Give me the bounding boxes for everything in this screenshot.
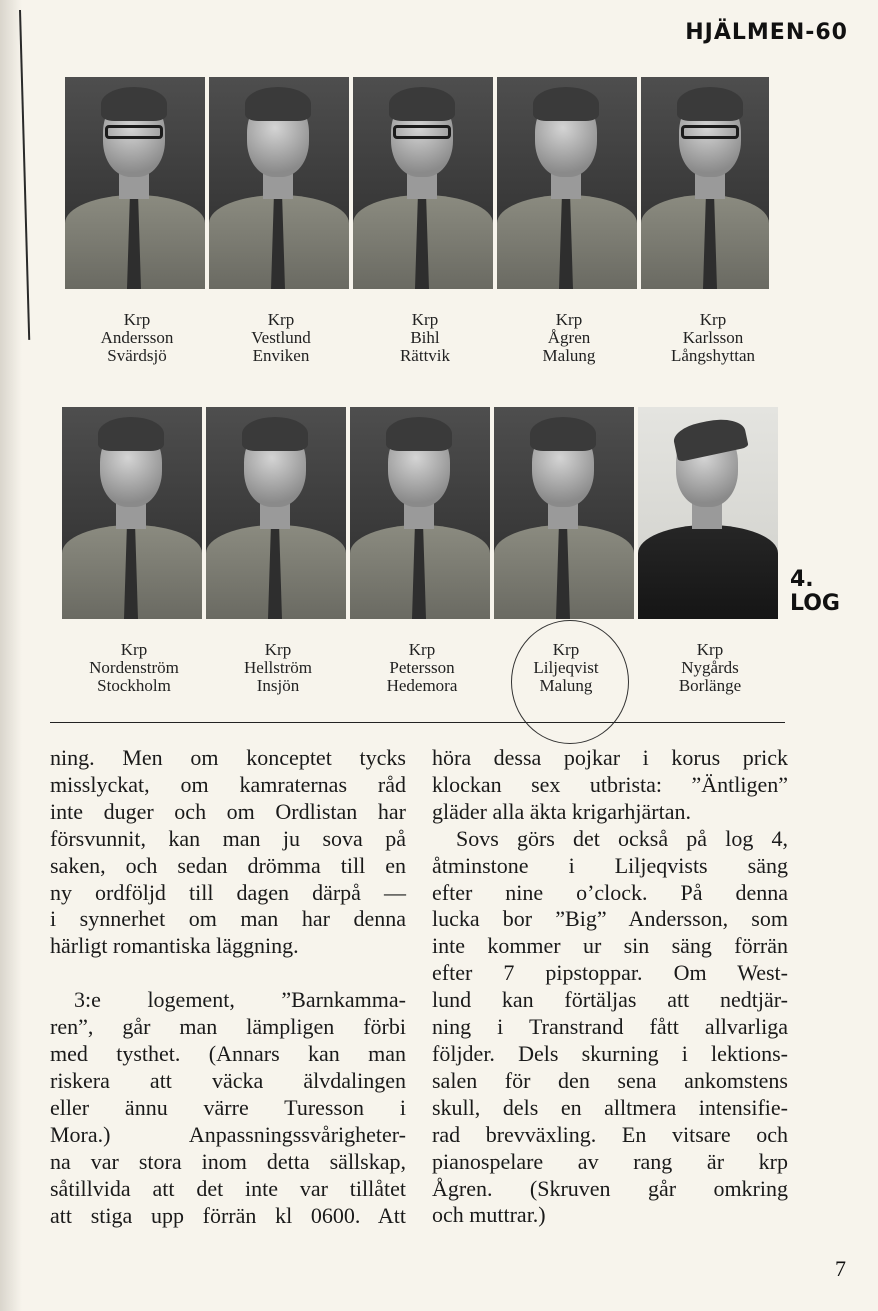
caption-name: Nygårds bbox=[681, 658, 739, 677]
text-line: att stiga upp förrän kl 0600. Att bbox=[50, 1202, 406, 1228]
photo-caption bbox=[497, 311, 641, 365]
portrait-photo bbox=[353, 77, 493, 289]
text-line: i synnerhet om man har denna bbox=[50, 906, 406, 932]
text-line: salen för den sena ankomstens bbox=[432, 1067, 788, 1093]
text-line: na var stora inom detta sällskap, bbox=[50, 1148, 406, 1174]
text-line: härligt romantiska läggning. bbox=[50, 933, 299, 959]
text-line: riskera att väcka älvdalingen bbox=[50, 1067, 406, 1093]
photo-caption bbox=[62, 641, 206, 695]
portrait-photo bbox=[209, 77, 349, 289]
portrait-photo bbox=[638, 407, 778, 619]
text-line: efter 7 pipstoppar. Om West- bbox=[432, 960, 788, 986]
portrait-photo bbox=[206, 407, 346, 619]
photo-caption bbox=[209, 311, 353, 365]
photo-caption bbox=[350, 641, 494, 695]
caption-place: Långshyttan bbox=[670, 346, 756, 365]
caption-rank: Krp bbox=[555, 310, 583, 329]
caption-rank: Krp bbox=[267, 310, 295, 329]
caption-name: Liljeqvist bbox=[533, 658, 599, 677]
text-line: lucka bor ”Big” Andersson, som bbox=[432, 906, 788, 932]
photo-caption bbox=[641, 311, 785, 365]
log-label bbox=[790, 568, 840, 616]
caption-rank: Krp bbox=[699, 310, 727, 329]
portrait-photo bbox=[350, 407, 490, 619]
text-line: Mora.) Anpassningssvårigheter- bbox=[50, 1121, 406, 1147]
text-line: Sovs görs det också på log 4, bbox=[456, 825, 788, 851]
text-line: såtillvida att det inte var tillåtet bbox=[50, 1175, 406, 1201]
photo-caption bbox=[206, 641, 350, 695]
log-text: LOG bbox=[790, 591, 840, 616]
caption-name: Bihl bbox=[410, 328, 440, 347]
text-line: ren”, går man lämpligen förbi bbox=[50, 1014, 406, 1040]
caption-place: Malung bbox=[542, 346, 596, 365]
text-line: Ågren. (Skruven går omkring bbox=[432, 1175, 788, 1201]
caption-name: Petersson bbox=[389, 658, 455, 677]
text-line: inte duger och om Ordlistan har bbox=[50, 798, 406, 824]
text-line: pianospelare av rang är krp bbox=[432, 1148, 788, 1174]
divider-rule bbox=[50, 722, 785, 723]
text-line: klockan sex utbrista: ”Äntligen” bbox=[432, 771, 788, 797]
text-line: lund kan förtäljas att nedtjär- bbox=[432, 987, 788, 1013]
text-column-right bbox=[432, 745, 788, 1229]
text-line: 3:e logement, ”Barnkamma- bbox=[74, 987, 406, 1013]
portrait-photo bbox=[65, 77, 205, 289]
text-line: med tysthet. (Annars kan man bbox=[50, 1041, 406, 1067]
caption-place: Borlänge bbox=[678, 676, 742, 695]
caption-place: Enviken bbox=[252, 346, 310, 365]
caption-rank: Krp bbox=[696, 640, 724, 659]
portrait-photo bbox=[62, 407, 202, 619]
caption-row-1 bbox=[65, 311, 785, 365]
portrait-photo bbox=[641, 77, 769, 289]
text-column-left bbox=[50, 745, 406, 1229]
caption-rank: Krp bbox=[123, 310, 151, 329]
page-edge-shadow bbox=[0, 0, 22, 1311]
text-line: följder. Dels skurning i lektions- bbox=[432, 1040, 788, 1066]
caption-place: Malung bbox=[539, 676, 593, 695]
caption-place: Svärdsjö bbox=[107, 346, 167, 365]
portrait-photo bbox=[497, 77, 637, 289]
text-line: efter nine o’clock. På denna bbox=[432, 879, 788, 905]
caption-place: Insjön bbox=[256, 676, 300, 695]
photo-caption bbox=[353, 311, 497, 365]
text-line: rad brevväxling. En vitsare och bbox=[432, 1121, 788, 1147]
photo-row-2 bbox=[62, 407, 782, 619]
portrait-photo bbox=[494, 407, 634, 619]
caption-rank: Krp bbox=[411, 310, 439, 329]
caption-name: Hellström bbox=[244, 658, 312, 677]
caption-name: Karlsson bbox=[682, 328, 744, 347]
caption-name: Vestlund bbox=[251, 328, 311, 347]
caption-name: Ågren bbox=[547, 328, 591, 347]
caption-rank: Krp bbox=[120, 640, 148, 659]
text-line: misslyckat, om kamraternas råd bbox=[50, 771, 406, 797]
page-number: 7 bbox=[835, 1256, 846, 1281]
text-line: eller ännu värre Turesson i bbox=[50, 1094, 406, 1120]
text-line: ning i Transtrand fått allvarliga bbox=[432, 1014, 788, 1040]
text-line: höra dessa pojkar i korus prick bbox=[432, 745, 788, 770]
text-line: försvunnit, kan man ju sova på bbox=[50, 825, 406, 851]
text-line: gläder alla äkta krigarhjärtan. bbox=[432, 798, 691, 824]
text-line: åtminstone i Liljeqvists säng bbox=[432, 852, 788, 878]
text-line: skull, dels en alltmera intensifie- bbox=[432, 1094, 788, 1120]
caption-name: Nordenström bbox=[89, 658, 179, 677]
caption-rank: Krp bbox=[264, 640, 292, 659]
caption-place: Stockholm bbox=[97, 676, 171, 695]
text-line: ning. Men om konceptet tycks bbox=[50, 745, 406, 770]
caption-place: Rättvik bbox=[399, 346, 451, 365]
photo-caption bbox=[638, 641, 782, 695]
photo-caption bbox=[65, 311, 209, 365]
caption-name: Andersson bbox=[100, 328, 174, 347]
magazine-title: HJÄLMEN-60 bbox=[685, 20, 848, 45]
text-line: saken, och sedan drömma till en bbox=[50, 852, 406, 878]
caption-rank: Krp bbox=[408, 640, 436, 659]
text-line: ny ordföljd till dagen därpå — bbox=[50, 879, 406, 905]
photo-row-1 bbox=[65, 77, 773, 289]
caption-rank: Krp bbox=[552, 640, 580, 659]
text-line: inte kommer ur sin säng förrän bbox=[432, 933, 788, 959]
caption-place: Hedemora bbox=[386, 676, 458, 695]
text-line: och muttrar.) bbox=[432, 1202, 546, 1228]
hand-drawn-circle bbox=[511, 620, 629, 744]
caption-row-2 bbox=[62, 641, 782, 695]
log-number: 4. bbox=[790, 567, 814, 592]
